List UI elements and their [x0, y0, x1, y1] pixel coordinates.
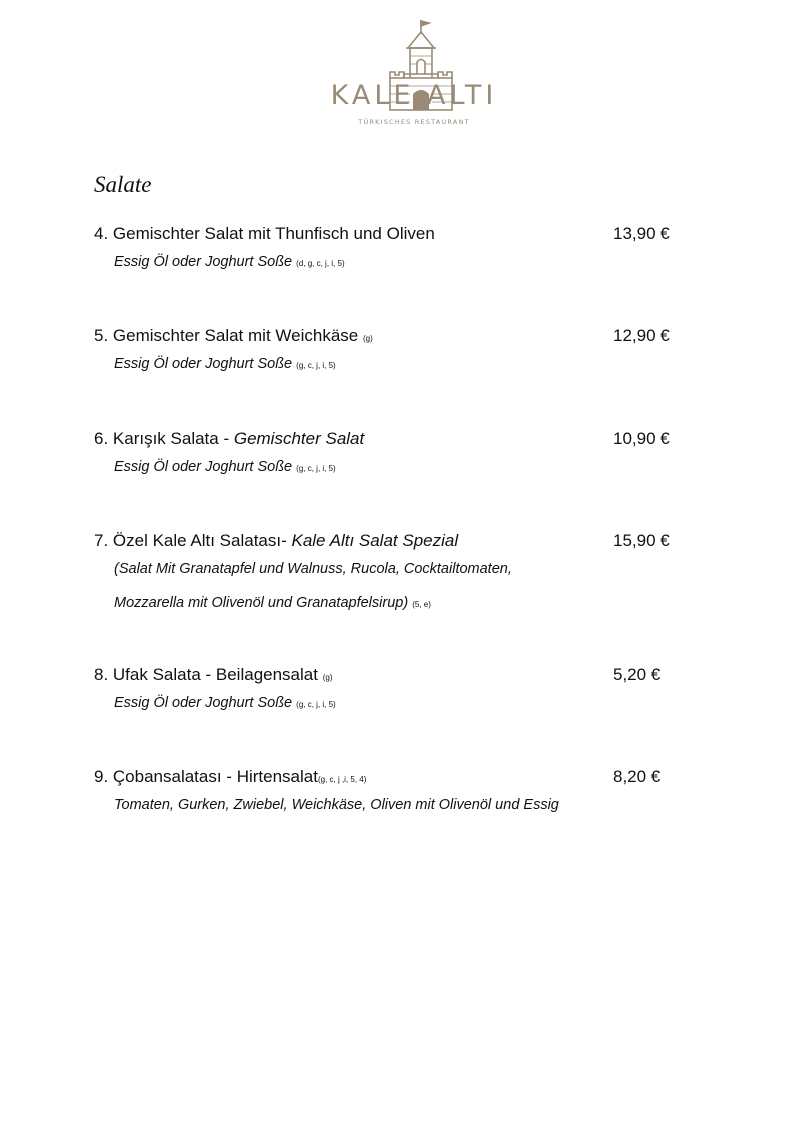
item-name: 5. Gemischter Salat mit Weichkäse (g): [94, 326, 373, 345]
item-price: 10,90 €: [613, 429, 670, 448]
item-price: 5,20 €: [613, 665, 661, 684]
item-price: 13,90 €: [613, 224, 670, 243]
item-name: 7. Özel Kale Altı Salatası- Kale Altı Salat Spezial: [94, 531, 459, 550]
castle-tower-icon: [318, 18, 510, 130]
item-description: Essig Öl oder Joghurt Soße (d, g, c, j, i, 5): [114, 254, 345, 270]
menu-item: [94, 324, 714, 382]
item-price: 12,90 €: [613, 326, 670, 345]
item-description: (Salat Mit Granatapfel und Walnuss, Rucola, Cocktailtomaten,: [114, 561, 512, 577]
menu-item: [94, 529, 714, 621]
item-price: 15,90 €: [613, 531, 670, 550]
item-price: 8,20 €: [613, 767, 661, 786]
item-name: 9. Çobansalatası - Hirtensalat(g, c, j ,i, 5, 4): [94, 767, 367, 786]
item-description: Mozzarella mit Olivenöl und Granatapfelsirup) (5, e): [114, 595, 431, 611]
item-description: Essig Öl oder Joghurt Soße (g, c, j, i, 5): [114, 356, 336, 372]
menu-item: [94, 427, 714, 485]
menu-item: [94, 663, 714, 721]
menu-item: [94, 765, 714, 823]
restaurant-logo: [318, 18, 510, 130]
item-name: 4. Gemischter Salat mit Thunfisch und Oliven: [94, 224, 435, 243]
logo-tagline: TÜRKISCHES RESTAURANT: [358, 118, 470, 126]
menu-item: [94, 222, 714, 280]
item-name: 6. Karışık Salata - Gemischter Salat: [94, 429, 365, 448]
item-name: 8. Ufak Salata - Beilagensalat (g): [94, 665, 333, 684]
section-title: Salate: [94, 172, 152, 197]
item-description: Tomaten, Gurken, Zwiebel, Weichkäse, Oliven mit Olivenöl und Essig: [114, 797, 559, 813]
logo-wordmark: KALE ALTI: [330, 80, 498, 111]
item-description: Essig Öl oder Joghurt Soße (g, c, j, i, 5): [114, 695, 336, 711]
item-description: Essig Öl oder Joghurt Soße (g, c, j, i, 5): [114, 459, 336, 475]
